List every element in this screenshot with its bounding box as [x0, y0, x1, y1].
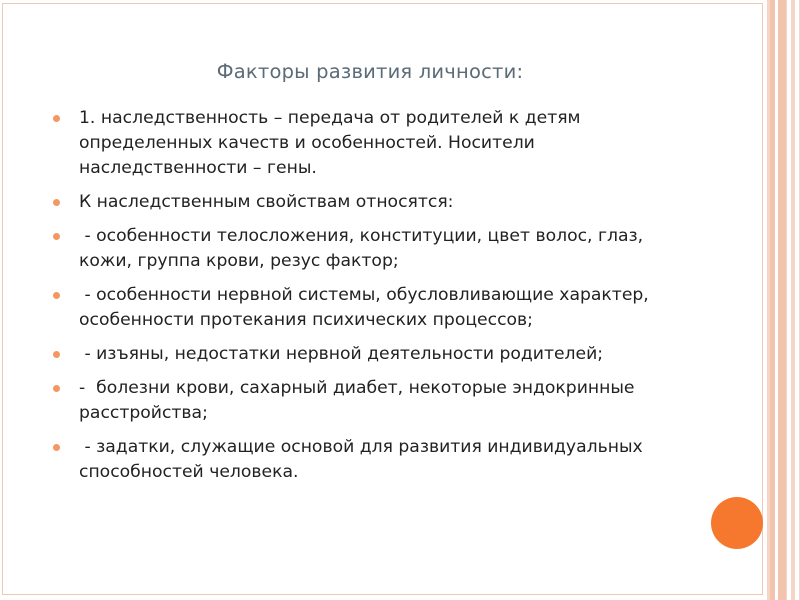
- list-item: [50, 283, 700, 333]
- list-item-text: 1. наследственность – передача от родителей к детям определенных качеств и особенностей. Носители наследственности – гены.: [79, 108, 586, 178]
- list-item-text: - изъяны, недостатки нервной деятельности родителей;: [79, 344, 604, 364]
- list-item-text: - болезни крови, сахарный диабет, некоторые эндокринные расстройства;: [79, 378, 640, 423]
- list-item-text: - задатки, служащие основой для развития индивидуальных способностей человека.: [79, 437, 649, 482]
- list-item: [50, 435, 700, 485]
- decorative-edge-band: [770, 0, 786, 600]
- list-item-text: К наследственным свойствам относятся:: [79, 192, 454, 212]
- decorative-circle: [711, 497, 763, 549]
- bullet-icon: [53, 292, 60, 299]
- bullet-icon: [53, 351, 60, 358]
- bullet-icon: [53, 115, 60, 122]
- list-item: [50, 190, 700, 215]
- bullet-icon: [53, 385, 60, 392]
- decorative-edge-line: [775, 0, 778, 600]
- bullet-icon: [53, 199, 60, 206]
- bullet-list: [50, 106, 700, 494]
- slide-title: Факторы развития личности:: [216, 60, 524, 83]
- list-item-text: - особенности телосложения, конституции, цвет волос, глаз, кожи, группа крови, резус фактор;: [79, 226, 649, 271]
- list-item: [50, 106, 700, 181]
- list-item-text: - особенности нервной системы, обусловливающие характер, особенности протекания психических процессов;: [79, 285, 655, 330]
- list-item: [50, 224, 700, 274]
- bullet-icon: [53, 233, 60, 240]
- list-item: [50, 342, 700, 367]
- bullet-icon: [53, 444, 60, 451]
- list-item: [50, 376, 700, 426]
